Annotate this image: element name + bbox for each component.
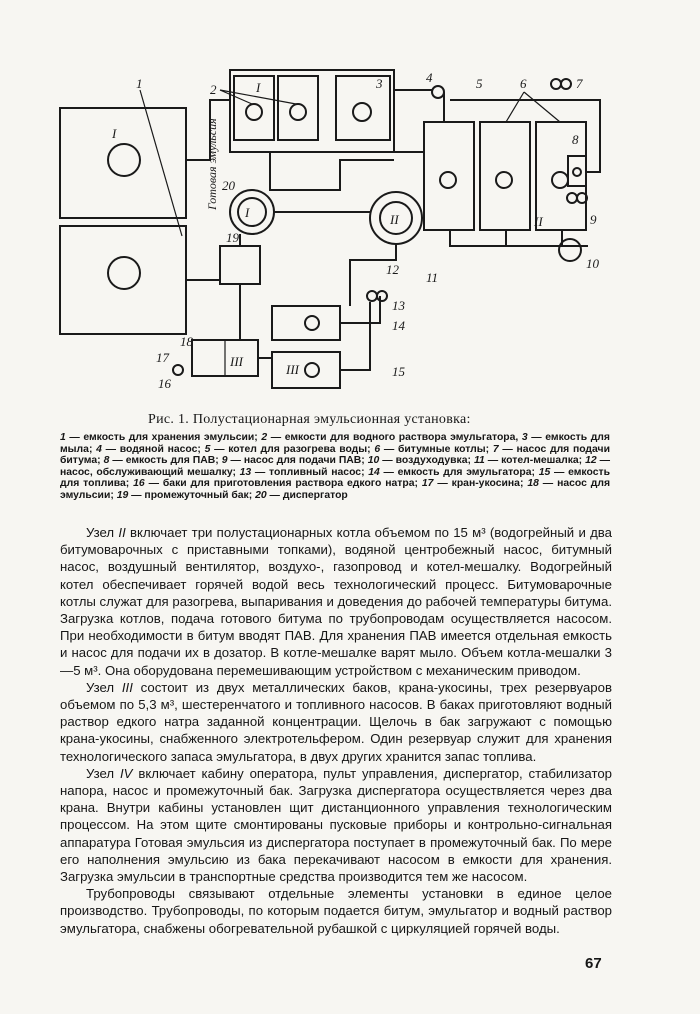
- intermediate-tank: [220, 246, 260, 284]
- callout-18: 18: [180, 334, 193, 349]
- storage-tank-top: [60, 108, 186, 218]
- legend-item-text: топливный насос;: [269, 466, 365, 478]
- label-dispergator: I: [245, 205, 250, 220]
- legend-item-text: емкость для ПАВ;: [125, 455, 219, 467]
- dispergator-inner: [238, 198, 266, 226]
- paragraph-lead: Узел: [86, 765, 115, 781]
- callout-11: 11: [426, 270, 439, 285]
- legend-item-text: битумные котлы;: [397, 443, 490, 455]
- legend-item: 11 — котел-мешалка;: [473, 455, 583, 467]
- legend-item: 5 — котел для разогрева воды;: [204, 443, 371, 455]
- paragraph-unit-number: III: [121, 679, 133, 695]
- callout-5: 5: [476, 76, 483, 91]
- callout-10: 10: [586, 256, 599, 271]
- legend-item: 2 — емкости для водного раствора эмульгатора,: [261, 432, 519, 443]
- callout-15: 15: [392, 364, 405, 379]
- callout-17: 17: [156, 350, 169, 365]
- bitumen-boiler-a: [480, 122, 530, 230]
- legend-item-number: 8: [103, 455, 110, 467]
- storage-tank-top-circle: [108, 144, 140, 176]
- body-paragraph: [60, 765, 612, 885]
- paragraph-lead: Узел: [86, 525, 115, 540]
- legend-item-text: насос для подачи битума;: [60, 443, 610, 467]
- surfactant-tank: [568, 156, 586, 186]
- legend-item: 4 — водяной насос;: [96, 443, 201, 455]
- legend-item-text: диспергатор: [282, 489, 348, 501]
- callout-8: 8: [572, 132, 579, 147]
- legend-item-number: 20: [255, 489, 267, 501]
- callout-7: 7: [576, 76, 583, 91]
- surfactant-tank-circle: [573, 168, 581, 176]
- callout-20: 20: [222, 178, 235, 193]
- paragraph-unit-number: II: [118, 525, 126, 540]
- callout-3: 3: [376, 76, 383, 91]
- legend-item-number: 3: [521, 432, 528, 443]
- label-unit-I-tank: I: [112, 126, 117, 141]
- legend-item: 16 — баки для приготовления раствора едкого натра;: [133, 478, 418, 490]
- legend-item-text: промежуточный бак;: [144, 489, 253, 501]
- legend-item: 10 — воздуходувка;: [367, 455, 471, 467]
- callout-19: 19: [226, 230, 239, 245]
- installation-diagram: [40, 60, 660, 410]
- pipe-disp-top: [270, 152, 394, 190]
- callout-2: 2: [210, 82, 217, 97]
- callout-1: 1: [136, 76, 143, 91]
- legend-item-text: воздуходувка;: [395, 455, 471, 467]
- legend-item-number: 9: [221, 455, 228, 467]
- legend-item: 1 — емкость для хранения эмульсии;: [60, 432, 258, 443]
- callout-16: 16: [158, 376, 171, 391]
- legend-item: 13 — топливный насос;: [239, 466, 365, 478]
- crane: [173, 365, 183, 375]
- legend-item-text: насос, обслуживающий мешалку;: [60, 466, 236, 478]
- legend-item-text: емкость для эмульгатора;: [397, 466, 535, 478]
- figure-caption-legend: [60, 432, 610, 502]
- legend-item: 20 — диспергатор: [255, 489, 348, 501]
- legend-item-text: емкости для водного раствора эмульгатора,: [284, 432, 519, 443]
- leader-6a: [506, 92, 524, 122]
- surfactant-pump-a: [567, 193, 577, 203]
- legend-item-number: 17: [421, 478, 434, 490]
- label-fuel-tank: III: [286, 362, 299, 377]
- emulsifier-solution-tank-b: [278, 76, 318, 140]
- callout-9: 9: [590, 212, 597, 227]
- legend-item: 15 — емкость для топлива;: [60, 466, 610, 490]
- bitumen-boiler-a-circle: [496, 172, 512, 188]
- leader-6b: [524, 92, 560, 122]
- paragraph-unit-number: IV: [120, 765, 133, 781]
- pipe-boilers-bottom: [450, 230, 588, 246]
- legend-item-number: 11: [473, 455, 485, 467]
- emulsifier-tank-circle: [305, 316, 319, 330]
- callout-6: 6: [520, 76, 527, 91]
- legend-item: 14 — емкость для эмульгатора;: [368, 466, 535, 478]
- legend-item: 7 — насос для подачи битума;: [60, 443, 610, 467]
- paragraph-text: включает три полустационарных котла объемом по 15 м³ (водогрейный и два битумоварочных с приставными топками), водяной центробежный насос, битумный насос, воздушный вентилятор, воздухо-, газопровод и котел-мешалку. Водогрейный котел обеспечивает горячей водой весь технологический процесс. Битумоварочные котлы служат для разогрева, выпаривания и доведения до рабочей температуры битума. Загрузка котлов, подача готового битума по трубопроводам осуществляется насосом. При необходимости в битум вводят ПАВ. Для хранения ПАВ имеется отдельная емкость и насос для подачи их в дозатор. В котле-мешалке варят мыло. Объем котла-мешалки 3—5 м³. Она оборудована перемешивающим устройством с механическим приводом.: [60, 525, 612, 678]
- soap-tank-circle: [353, 103, 371, 121]
- legend-item: 17 — кран-укосина;: [421, 478, 524, 490]
- bitumen-pump-b: [561, 79, 571, 89]
- body-paragraph: [60, 679, 612, 765]
- water-boiler-circle: [440, 172, 456, 188]
- body-text: [60, 524, 612, 937]
- page-number: 67: [585, 955, 602, 972]
- storage-tank-bottom-circle: [108, 257, 140, 289]
- fuel-pump-a: [367, 291, 377, 301]
- label-alkali-tanks: III: [230, 354, 243, 369]
- legend-item-number: 1: [60, 432, 66, 443]
- legend-item-number: 19: [116, 489, 129, 501]
- paragraph-lead: Узел: [86, 679, 115, 695]
- leader-2a: [220, 90, 252, 104]
- tank-a-circle: [246, 104, 262, 120]
- legend-item-number: 14: [368, 466, 380, 478]
- tank-b-circle: [290, 104, 306, 120]
- fuel-pump-b: [377, 291, 387, 301]
- legend-item-number: 6: [374, 443, 381, 455]
- callout-4: 4: [426, 70, 433, 85]
- paragraph-text: включает кабину оператора, пульт управления, диспергатор, стабилизатор напора, насос и промежуточный бак. Загрузка диспергатора осуществляется через два крана. Внутри кабины установлен щит дистанционного управления технологическим процессом. На этом щите смонтированы пусковые приборы и контрольно-сигнальная аппаратура Готовая эмульсия из диспергатора поступает в промежуточный бак. По мере его наполнения эмульсию из бака перекачивают насосом в емкости для хранения. Загрузка эмульсии в транспортные средства производится тем же насосом.: [60, 765, 613, 885]
- legend-item: 3 — емкость для мыла;: [60, 432, 610, 455]
- legend-item-number: 4: [96, 443, 102, 455]
- legend-item-text: котел для разогрева воды;: [228, 443, 371, 455]
- bitumen-boiler-b-circle: [552, 172, 568, 188]
- callout-12: 12: [386, 262, 399, 277]
- bitumen-pump-a: [551, 79, 561, 89]
- fuel-tank-circle: [305, 363, 319, 377]
- label-boiler-mixer: II: [390, 212, 399, 227]
- body-paragraph: [60, 885, 612, 937]
- legend-item-number: 2: [261, 432, 268, 443]
- legend-item: 19 — промежуточный бак;: [116, 489, 253, 501]
- legend-item-number: 16: [133, 478, 145, 490]
- pipe-fuel-pump: [340, 302, 370, 370]
- callout-14: 14: [392, 318, 405, 333]
- water-heating-boiler: [424, 122, 474, 230]
- legend-item-text: котел-мешалка;: [501, 455, 583, 467]
- legend-item-number: 7: [492, 443, 499, 455]
- legend-item: 12 — насос, обслуживающий мешалку;: [60, 455, 611, 478]
- paragraph-text: состоит из двух металлических баков, крана-укосины, трех резервуаров объемом по 5,3 м³, шестеренчатого и топливного насосов. В баках приготовляют водный раствор едкого натра заданной концентрации. Щелочь в бак загружают с помощью крана-укосины, снабженного электротельфером. Один резервуар служит для хранения технологического запаса эмульгатора, в двух других хранится запас топлива.: [60, 679, 612, 764]
- legend-item: 18 — насос для эмульсии;: [60, 478, 611, 501]
- dispergator: [230, 190, 274, 234]
- label-bitumen-boilers: II: [534, 214, 543, 229]
- legend-item: 6 — битумные котлы;: [374, 443, 490, 455]
- leader-1: [140, 90, 182, 236]
- figure-caption-title: Рис. 1. Полустационарная эмульсионная установка:: [148, 412, 471, 427]
- legend-item: 9 — насос для подачи ПАВ;: [221, 455, 365, 467]
- legend-item-number: 5: [204, 443, 211, 455]
- legend-item-text: водяной насос;: [119, 443, 201, 455]
- diagram-svg: [40, 60, 660, 410]
- legend-item-text: насос для подачи ПАВ;: [243, 455, 365, 467]
- legend-item-text: баки для приготовления раствора едкого натра;: [162, 478, 418, 490]
- legend-item-text: насос для эмульсии;: [60, 478, 611, 501]
- paragraph-text: Трубопроводы связывают отдельные элементы установки в единое целое производство. Трубопроводы, по которым подается битум, эмульгатор и водный раствор эмульгатора, снабжены обогревательной рубашкой с циркуляцией горячей воды.: [60, 886, 612, 936]
- legend-item-number: 13: [239, 466, 252, 478]
- legend-item: 8 — емкость для ПАВ;: [103, 455, 219, 467]
- legend-item-number: 10: [367, 455, 380, 467]
- legend-item-text: емкость для мыла;: [60, 432, 610, 455]
- legend-item-text: кран-укосина;: [451, 478, 524, 490]
- body-paragraph: [60, 524, 612, 679]
- legend-item-number: 12: [585, 455, 597, 467]
- legend-item-number: 18: [527, 478, 539, 490]
- callout-13: 13: [392, 298, 405, 313]
- legend-item-number: 15: [538, 466, 551, 478]
- label-unit-I-group: I: [256, 80, 261, 95]
- water-pump: [432, 86, 444, 98]
- storage-tank-bottom: [60, 226, 186, 334]
- ready-emulsion-label: Готовая эмульсия: [205, 118, 219, 210]
- legend-item-text: емкость для хранения эмульсии;: [83, 432, 258, 443]
- emulsifier-solution-tank-a: [234, 76, 274, 140]
- legend-item-text: емкость для топлива;: [60, 466, 610, 490]
